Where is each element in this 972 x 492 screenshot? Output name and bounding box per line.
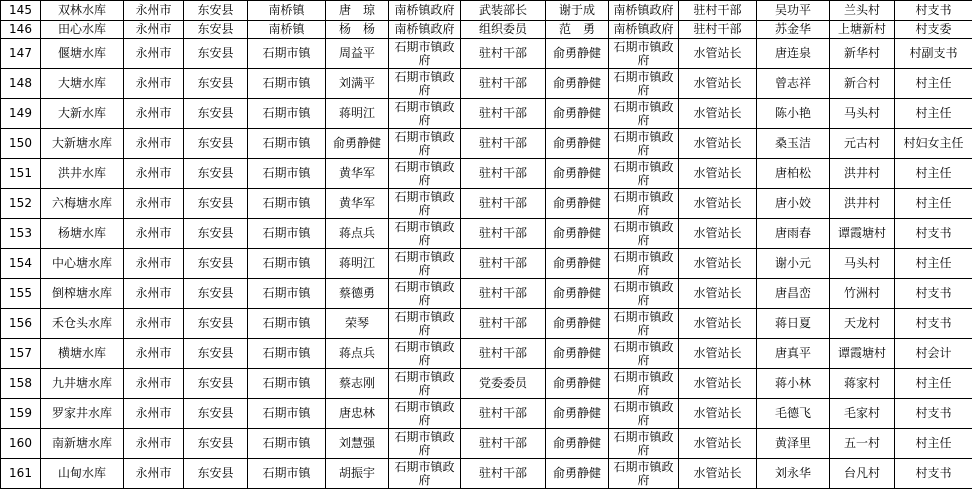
- table-row: [1, 339, 972, 369]
- patrol-person-cell: 陈小艳: [757, 99, 830, 129]
- tech-responsible-person-cell: 俞勇静健: [546, 129, 609, 159]
- village-cell: 马头村: [830, 99, 895, 129]
- city-cell: 永州市: [124, 249, 184, 279]
- admin-position-cell: 驻村干部: [461, 399, 546, 429]
- reservoir-name-cell: 中心塘水库: [41, 249, 124, 279]
- village-cell: 兰头村: [830, 1, 895, 21]
- reservoir-name-cell: 双林水库: [41, 1, 124, 21]
- city-cell: 永州市: [124, 339, 184, 369]
- tech-responsible-person-cell: 俞勇静健: [546, 249, 609, 279]
- reservoir-name-cell: 洪井水库: [41, 159, 124, 189]
- county-cell: 东安县: [184, 249, 248, 279]
- patrol-position-cell: 村支书: [895, 399, 972, 429]
- admin-position-cell: 党委委员: [461, 369, 546, 399]
- tech-responsible-person-cell: 范 勇: [546, 21, 609, 39]
- admin-position-cell: 驻村干部: [461, 99, 546, 129]
- tech-position-cell: 水管站长: [679, 339, 757, 369]
- admin-responsible-person-cell: 蒋明江: [326, 99, 389, 129]
- admin-unit-cell: 石期市镇政府: [389, 429, 461, 459]
- patrol-position-cell: 村支书: [895, 1, 972, 21]
- admin-responsible-person-cell: 杨 杨: [326, 21, 389, 39]
- town-cell: 石期市镇: [248, 309, 326, 339]
- tech-position-cell: 驻村干部: [679, 21, 757, 39]
- tech-position-cell: 水管站长: [679, 219, 757, 249]
- admin-responsible-person-cell: 蔡德勇: [326, 279, 389, 309]
- patrol-position-cell: 村支书: [895, 219, 972, 249]
- table-row: [1, 129, 972, 159]
- town-cell: 石期市镇: [248, 279, 326, 309]
- admin-position-cell: 驻村干部: [461, 279, 546, 309]
- tech-unit-cell: 石期市镇政府: [609, 279, 679, 309]
- patrol-person-cell: 唐昌峦: [757, 279, 830, 309]
- admin-position-cell: 驻村干部: [461, 159, 546, 189]
- town-cell: 石期市镇: [248, 339, 326, 369]
- town-cell: 石期市镇: [248, 189, 326, 219]
- admin-position-cell: 驻村干部: [461, 69, 546, 99]
- tech-unit-cell: 石期市镇政府: [609, 309, 679, 339]
- admin-unit-cell: 石期市镇政府: [389, 189, 461, 219]
- tech-position-cell: 水管站长: [679, 399, 757, 429]
- reservoir-name-cell: 杨塘水库: [41, 219, 124, 249]
- admin-responsible-person-cell: 黄华军: [326, 159, 389, 189]
- admin-responsible-person-cell: 蒋点兵: [326, 339, 389, 369]
- tech-unit-cell: 南桥镇政府: [609, 21, 679, 39]
- town-cell: 石期市镇: [248, 429, 326, 459]
- tech-unit-cell: 石期市镇政府: [609, 219, 679, 249]
- city-cell: 永州市: [124, 69, 184, 99]
- row-number-cell: 157: [1, 339, 41, 369]
- admin-unit-cell: 石期市镇政府: [389, 159, 461, 189]
- tech-position-cell: 水管站长: [679, 369, 757, 399]
- table-row: [1, 369, 972, 399]
- row-number-cell: 156: [1, 309, 41, 339]
- town-cell: 石期市镇: [248, 219, 326, 249]
- admin-responsible-person-cell: 黄华军: [326, 189, 389, 219]
- admin-unit-cell: 石期市镇政府: [389, 399, 461, 429]
- town-cell: 石期市镇: [248, 249, 326, 279]
- admin-unit-cell: 石期市镇政府: [389, 219, 461, 249]
- admin-unit-cell: 石期市镇政府: [389, 369, 461, 399]
- patrol-person-cell: 刘永华: [757, 459, 830, 489]
- admin-position-cell: 组织委员: [461, 21, 546, 39]
- village-cell: 五一村: [830, 429, 895, 459]
- row-number-cell: 152: [1, 189, 41, 219]
- row-number-cell: 147: [1, 39, 41, 69]
- county-cell: 东安县: [184, 459, 248, 489]
- tech-unit-cell: 石期市镇政府: [609, 99, 679, 129]
- county-cell: 东安县: [184, 21, 248, 39]
- admin-unit-cell: 石期市镇政府: [389, 339, 461, 369]
- table-row: [1, 429, 972, 459]
- county-cell: 东安县: [184, 429, 248, 459]
- reservoir-name-cell: 禾仓头水库: [41, 309, 124, 339]
- village-cell: 洪井村: [830, 159, 895, 189]
- table-row: [1, 1, 972, 21]
- village-cell: 蒋家村: [830, 369, 895, 399]
- tech-unit-cell: 石期市镇政府: [609, 39, 679, 69]
- admin-position-cell: 驻村干部: [461, 429, 546, 459]
- reservoir-name-cell: 偃塘水库: [41, 39, 124, 69]
- city-cell: 永州市: [124, 279, 184, 309]
- city-cell: 永州市: [124, 459, 184, 489]
- patrol-position-cell: 村支委: [895, 21, 972, 39]
- table-row: [1, 99, 972, 129]
- table-row: [1, 399, 972, 429]
- city-cell: 永州市: [124, 21, 184, 39]
- tech-responsible-person-cell: 俞勇静健: [546, 399, 609, 429]
- city-cell: 永州市: [124, 1, 184, 21]
- tech-responsible-person-cell: 俞勇静健: [546, 99, 609, 129]
- county-cell: 东安县: [184, 309, 248, 339]
- admin-position-cell: 驻村干部: [461, 309, 546, 339]
- patrol-person-cell: 蒋日夏: [757, 309, 830, 339]
- admin-position-cell: 驻村干部: [461, 339, 546, 369]
- town-cell: 石期市镇: [248, 369, 326, 399]
- town-cell: 南桥镇: [248, 21, 326, 39]
- tech-responsible-person-cell: 俞勇静健: [546, 279, 609, 309]
- county-cell: 东安县: [184, 69, 248, 99]
- tech-unit-cell: 石期市镇政府: [609, 189, 679, 219]
- village-cell: 新合村: [830, 69, 895, 99]
- village-cell: 谭霞塘村: [830, 339, 895, 369]
- row-number-cell: 158: [1, 369, 41, 399]
- patrol-person-cell: 蒋小林: [757, 369, 830, 399]
- patrol-position-cell: 村支书: [895, 459, 972, 489]
- admin-position-cell: 武装部长: [461, 1, 546, 21]
- admin-responsible-person-cell: 荣琴: [326, 309, 389, 339]
- admin-unit-cell: 石期市镇政府: [389, 279, 461, 309]
- tech-unit-cell: 南桥镇政府: [609, 1, 679, 21]
- table-row: [1, 21, 972, 39]
- admin-responsible-person-cell: 唐忠林: [326, 399, 389, 429]
- patrol-person-cell: 唐小姣: [757, 189, 830, 219]
- village-cell: 台凡村: [830, 459, 895, 489]
- tech-position-cell: 水管站长: [679, 69, 757, 99]
- admin-position-cell: 驻村干部: [461, 219, 546, 249]
- patrol-person-cell: 苏金华: [757, 21, 830, 39]
- patrol-person-cell: 谢小元: [757, 249, 830, 279]
- tech-unit-cell: 石期市镇政府: [609, 159, 679, 189]
- admin-responsible-person-cell: 周益平: [326, 39, 389, 69]
- tech-responsible-person-cell: 俞勇静健: [546, 309, 609, 339]
- tech-unit-cell: 石期市镇政府: [609, 249, 679, 279]
- row-number-cell: 159: [1, 399, 41, 429]
- patrol-person-cell: 桑玉洁: [757, 129, 830, 159]
- tech-position-cell: 水管站长: [679, 39, 757, 69]
- row-number-cell: 145: [1, 1, 41, 21]
- reservoir-name-cell: 六梅塘水库: [41, 189, 124, 219]
- village-cell: 毛家村: [830, 399, 895, 429]
- admin-responsible-person-cell: 刘满平: [326, 69, 389, 99]
- patrol-person-cell: 黄泽里: [757, 429, 830, 459]
- table-row: [1, 189, 972, 219]
- reservoir-name-cell: 罗家井水库: [41, 399, 124, 429]
- admin-responsible-person-cell: 唐 琼: [326, 1, 389, 21]
- tech-responsible-person-cell: 俞勇静健: [546, 459, 609, 489]
- reservoir-name-cell: 大新水库: [41, 99, 124, 129]
- tech-unit-cell: 石期市镇政府: [609, 459, 679, 489]
- admin-position-cell: 驻村干部: [461, 39, 546, 69]
- reservoir-name-cell: 田心水库: [41, 21, 124, 39]
- table-row: [1, 159, 972, 189]
- admin-position-cell: 驻村干部: [461, 189, 546, 219]
- village-cell: 谭霞塘村: [830, 219, 895, 249]
- admin-responsible-person-cell: 蒋明江: [326, 249, 389, 279]
- county-cell: 东安县: [184, 219, 248, 249]
- tech-responsible-person-cell: 俞勇静健: [546, 189, 609, 219]
- admin-responsible-person-cell: 刘慧强: [326, 429, 389, 459]
- county-cell: 东安县: [184, 189, 248, 219]
- town-cell: 石期市镇: [248, 99, 326, 129]
- admin-position-cell: 驻村干部: [461, 459, 546, 489]
- patrol-position-cell: 村主任: [895, 99, 972, 129]
- tech-position-cell: 水管站长: [679, 249, 757, 279]
- tech-position-cell: 水管站长: [679, 99, 757, 129]
- patrol-position-cell: 村主任: [895, 429, 972, 459]
- admin-unit-cell: 石期市镇政府: [389, 309, 461, 339]
- tech-responsible-person-cell: 俞勇静健: [546, 159, 609, 189]
- admin-unit-cell: 石期市镇政府: [389, 39, 461, 69]
- admin-responsible-person-cell: 俞勇静健: [326, 129, 389, 159]
- town-cell: 南桥镇: [248, 1, 326, 21]
- admin-unit-cell: 南桥镇政府: [389, 21, 461, 39]
- reservoir-name-cell: 南新塘水库: [41, 429, 124, 459]
- tech-position-cell: 水管站长: [679, 459, 757, 489]
- village-cell: 元古村: [830, 129, 895, 159]
- county-cell: 东安县: [184, 1, 248, 21]
- reservoir-name-cell: 横塘水库: [41, 339, 124, 369]
- table-row: [1, 309, 972, 339]
- admin-unit-cell: 石期市镇政府: [389, 249, 461, 279]
- admin-responsible-person-cell: 蒋点兵: [326, 219, 389, 249]
- town-cell: 石期市镇: [248, 159, 326, 189]
- tech-position-cell: 驻村干部: [679, 1, 757, 21]
- tech-position-cell: 水管站长: [679, 429, 757, 459]
- row-number-cell: 148: [1, 69, 41, 99]
- admin-responsible-person-cell: 胡振宇: [326, 459, 389, 489]
- patrol-person-cell: 曾志祥: [757, 69, 830, 99]
- city-cell: 永州市: [124, 369, 184, 399]
- patrol-position-cell: 村主任: [895, 69, 972, 99]
- tech-responsible-person-cell: 俞勇静健: [546, 369, 609, 399]
- tech-position-cell: 水管站长: [679, 279, 757, 309]
- city-cell: 永州市: [124, 99, 184, 129]
- city-cell: 永州市: [124, 219, 184, 249]
- tech-unit-cell: 石期市镇政府: [609, 399, 679, 429]
- tech-unit-cell: 石期市镇政府: [609, 369, 679, 399]
- table-row: [1, 219, 972, 249]
- row-number-cell: 153: [1, 219, 41, 249]
- town-cell: 石期市镇: [248, 39, 326, 69]
- tech-responsible-person-cell: 俞勇静健: [546, 69, 609, 99]
- patrol-position-cell: 村会计: [895, 339, 972, 369]
- reservoir-name-cell: 大新塘水库: [41, 129, 124, 159]
- tech-position-cell: 水管站长: [679, 189, 757, 219]
- patrol-person-cell: 毛德飞: [757, 399, 830, 429]
- town-cell: 石期市镇: [248, 129, 326, 159]
- admin-unit-cell: 石期市镇政府: [389, 99, 461, 129]
- row-number-cell: 160: [1, 429, 41, 459]
- row-number-cell: 146: [1, 21, 41, 39]
- admin-unit-cell: 南桥镇政府: [389, 1, 461, 21]
- patrol-position-cell: 村支书: [895, 279, 972, 309]
- city-cell: 永州市: [124, 399, 184, 429]
- village-cell: 新华村: [830, 39, 895, 69]
- county-cell: 东安县: [184, 99, 248, 129]
- tech-responsible-person-cell: 谢于成: [546, 1, 609, 21]
- county-cell: 东安县: [184, 159, 248, 189]
- table-row: [1, 459, 972, 489]
- town-cell: 石期市镇: [248, 69, 326, 99]
- tech-position-cell: 水管站长: [679, 129, 757, 159]
- patrol-person-cell: 吴功平: [757, 1, 830, 21]
- reservoir-name-cell: 山甸水库: [41, 459, 124, 489]
- county-cell: 东安县: [184, 279, 248, 309]
- patrol-person-cell: 唐连泉: [757, 39, 830, 69]
- row-number-cell: 155: [1, 279, 41, 309]
- city-cell: 永州市: [124, 429, 184, 459]
- city-cell: 永州市: [124, 39, 184, 69]
- tech-unit-cell: 石期市镇政府: [609, 129, 679, 159]
- town-cell: 石期市镇: [248, 399, 326, 429]
- admin-responsible-person-cell: 蔡志刚: [326, 369, 389, 399]
- tech-responsible-person-cell: 俞勇静健: [546, 39, 609, 69]
- city-cell: 永州市: [124, 129, 184, 159]
- county-cell: 东安县: [184, 399, 248, 429]
- patrol-position-cell: 村支书: [895, 309, 972, 339]
- tech-responsible-person-cell: 俞勇静健: [546, 219, 609, 249]
- admin-unit-cell: 石期市镇政府: [389, 459, 461, 489]
- patrol-position-cell: 村主任: [895, 249, 972, 279]
- reservoir-name-cell: 倒榨塘水库: [41, 279, 124, 309]
- table-row: [1, 249, 972, 279]
- county-cell: 东安县: [184, 339, 248, 369]
- tech-position-cell: 水管站长: [679, 159, 757, 189]
- admin-unit-cell: 石期市镇政府: [389, 69, 461, 99]
- tech-responsible-person-cell: 俞勇静健: [546, 339, 609, 369]
- table-row: [1, 279, 972, 309]
- tech-unit-cell: 石期市镇政府: [609, 69, 679, 99]
- reservoir-name-cell: 大塘水库: [41, 69, 124, 99]
- admin-unit-cell: 石期市镇政府: [389, 129, 461, 159]
- patrol-person-cell: 唐真平: [757, 339, 830, 369]
- patrol-position-cell: 村主任: [895, 159, 972, 189]
- patrol-person-cell: 唐雨春: [757, 219, 830, 249]
- patrol-position-cell: 村妇女主任: [895, 129, 972, 159]
- city-cell: 永州市: [124, 189, 184, 219]
- admin-position-cell: 驻村干部: [461, 249, 546, 279]
- tech-unit-cell: 石期市镇政府: [609, 339, 679, 369]
- table-row: [1, 39, 972, 69]
- reservoir-name-cell: 九井塘水库: [41, 369, 124, 399]
- city-cell: 永州市: [124, 309, 184, 339]
- tech-responsible-person-cell: 俞勇静健: [546, 429, 609, 459]
- town-cell: 石期市镇: [248, 459, 326, 489]
- village-cell: 马头村: [830, 249, 895, 279]
- tech-unit-cell: 石期市镇政府: [609, 429, 679, 459]
- village-cell: 天龙村: [830, 309, 895, 339]
- row-number-cell: 151: [1, 159, 41, 189]
- village-cell: 竹洲村: [830, 279, 895, 309]
- row-number-cell: 149: [1, 99, 41, 129]
- county-cell: 东安县: [184, 369, 248, 399]
- row-number-cell: 154: [1, 249, 41, 279]
- patrol-position-cell: 村主任: [895, 189, 972, 219]
- village-cell: 洪井村: [830, 189, 895, 219]
- patrol-person-cell: 唐柏松: [757, 159, 830, 189]
- county-cell: 东安县: [184, 39, 248, 69]
- row-number-cell: 150: [1, 129, 41, 159]
- patrol-position-cell: 村副支书: [895, 39, 972, 69]
- city-cell: 永州市: [124, 159, 184, 189]
- tech-position-cell: 水管站长: [679, 309, 757, 339]
- county-cell: 东安县: [184, 129, 248, 159]
- village-cell: 上塘新村: [830, 21, 895, 39]
- admin-position-cell: 驻村干部: [461, 129, 546, 159]
- table-row: [1, 69, 972, 99]
- row-number-cell: 161: [1, 459, 41, 489]
- patrol-position-cell: 村主任: [895, 369, 972, 399]
